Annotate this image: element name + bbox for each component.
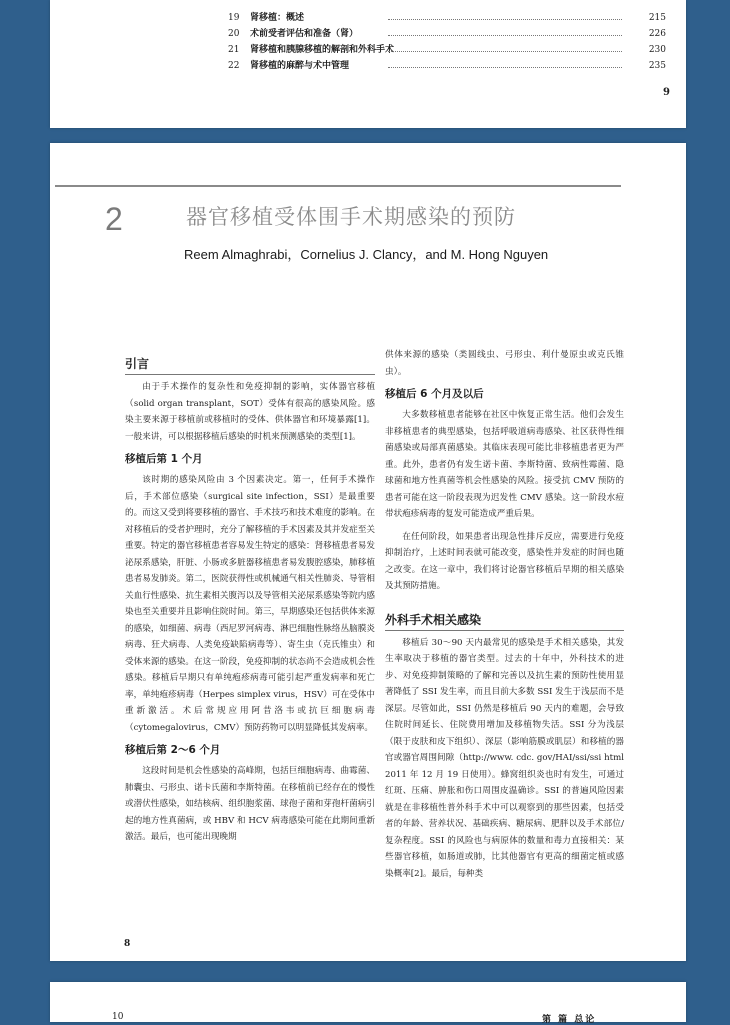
leader-dots <box>388 19 622 20</box>
page-number: 10 <box>112 1012 124 1022</box>
paragraph: 移植后 30～90 天内最常见的感染是手术相关感染，其发生率取决于移植的器官类型。过去的十年中，外科技术的进步、对免疫抑制策略的了解和完善以及抗生素的预防性使用显著降低了 SSI 发生率，而且目前大多数 SSI 发生于浅层而不是深层。尽管如此，SSI 仍然是移植后 90 天内的难题，会导致住院时间延长、住院费用增加及移植物失活。SSI 分为浅层（限于皮肤和皮下组织）、深层（影响筋膜或肌层）和移植的器官或器官周围间隙（http://www. cdc. gov/HAI/ssi/ssi html 2011 年 12 月 19 日使用）。蜂窝组织炎也时有发生，可通过红斑、压痛、肿胀和伤口周围皮温确诊。SSI 的普遍风险因素就是在非移植性普外科手术中可以观察到的那些因素，包括受者的年龄、营养状况、基础疾病、糖尿病、肥胖以及手术部位/复杂程度。SSI 的风险也与病原体的数量和毒力直接相关：某些器官移植，如肠道或肺，比其他器官有更高的细菌定植或感染概率[2]。最后，每种类 <box>385 637 624 879</box>
paragraph: 由于手术操作的复杂性和免疫抑制的影响，实体器官移植（solid organ transplant，SOT）受体有很高的感染风险。感染主要来源于移植前或移植时的受体、供体器官和环境暴露[1]。一般来讲，可以根据移植后感染的时机来预测感染的类型[1]。 <box>125 382 375 442</box>
toc-title: 术前受者评估和准备（肾） <box>250 29 359 39</box>
subsection-heading: 移植后第 1 个月 <box>125 453 203 465</box>
chapter-authors: Reem Almaghrabi，Cornelius J. Clancy，and M. Hong Nguyen <box>184 247 549 262</box>
toc-row[interactable] <box>228 10 666 26</box>
toc-row[interactable] <box>228 26 666 42</box>
toc-row[interactable] <box>228 58 666 74</box>
right-column <box>385 347 624 882</box>
toc-number: 21 <box>228 45 240 55</box>
toc-title: 肾移植：概述 <box>250 13 305 23</box>
paragraph: 供体来源的感染（类圆线虫、弓形虫、利什曼原虫或克氏锥虫）。 <box>385 350 624 377</box>
leader-dots <box>388 51 622 52</box>
chapter-page <box>50 143 686 961</box>
toc-row[interactable] <box>228 42 666 58</box>
toc-number: 22 <box>228 61 240 71</box>
running-head: 第 篇 总论 <box>542 1015 597 1025</box>
leader-dots <box>388 35 622 36</box>
chapter-number: 2 <box>105 201 123 237</box>
paragraph: 该时期的感染风险由 3 个因素决定。第一，任何手术操作后，手术部位感染（surgical site infection，SSI）是最重要的。而这又受到将要移植的器官、手术技巧和技术难度的影响。在对移植后的受者护理时，充分了解移植的手术因素及其并发症至关重要。特定的器官移植患者容易发生特定的感染：肾移植患者易发泌尿系感染，肝脏、小肠或多脏器移植患者易发腹腔感染，肺移植患者易发肺炎。第二，医院获得性或机械通气相关性肺炎、导管相关血行性感染、抗生素相关腹泻以及导管相关泌尿系感染等院内感染也至关重要并且影响住院时间。第三，早期感染还包括供体来源的感染，如细菌、病毒（西尼罗河病毒、淋巴细胞性脉络丛脑膜炎病毒、狂犬病毒、人类免疫缺陷病毒等）、寄生虫（克氏锥虫）和受体来源的感染。在这一阶段，免疫抑制的状态尚不会造成机会性感染。移植后早期只有单纯疱疹病毒可能引起严重发病率和死亡率，单纯疱疹病毒（Herpes simplex virus，HSV）可在受体中重新激活。术后常规应用阿昔洛韦或抗巨细胞病毒（cytomegalovirus，CMV）预防药物可以明显降低其发病率。 <box>125 475 375 733</box>
page-number: 9 <box>663 87 670 98</box>
toc-page: 226 <box>648 29 666 39</box>
paragraph: 在任何阶段，如果患者出现急性排斥反应，需要进行免疫抑制治疗，上述时间表就可能改变，感染性并发症的时间也随之改变。在这一章中，我们将讨论器官移植后早期的相关感染及其预防措施。 <box>385 531 624 591</box>
subsection-heading: 移植后第 2～6 个月 <box>125 744 221 756</box>
chapter-title: 器官移植受体围手术期感染的预防 <box>186 205 516 229</box>
section-heading: 外科手术相关感染 <box>385 611 624 631</box>
section-heading: 引言 <box>125 355 375 375</box>
next-page <box>50 982 686 1025</box>
toc-number: 19 <box>228 13 240 23</box>
leader-dots <box>388 67 622 68</box>
subsection-heading: 移植后 6 个月及以后 <box>385 388 484 400</box>
toc-page: 230 <box>648 45 666 55</box>
paragraph: 大多数移植患者能够在社区中恢复正常生活。他们会发生非移植患者的典型感染，包括呼吸道病毒感染、社区获得性细菌感染或局部真菌感染。其临床表现可能比非移植患者更为严重。此外，患者仍有发生诺卡菌、李斯特菌、致病性霉菌、隐球菌和地方性真菌等机会性感染的风险。接受抗 CMV 预防的患者可能在这一阶段表现为迟发性 CMV 感染。这一阶段水痘带状疱疹病毒的复发可能造成严重后果。 <box>385 410 624 519</box>
toc-page: 235 <box>648 61 666 71</box>
page-number: 8 <box>124 939 131 949</box>
chapter-rule <box>55 185 621 187</box>
toc-number: 20 <box>228 29 240 39</box>
toc-title: 肾移植的麻醉与术中管理 <box>250 61 350 71</box>
left-column <box>125 355 375 846</box>
table-of-contents <box>228 10 666 74</box>
previous-page <box>50 0 686 128</box>
toc-page: 215 <box>648 13 666 23</box>
toc-title: 肾移植和胰腺移植的解剖和外科手术 <box>250 45 395 55</box>
paragraph: 这段时间是机会性感染的高峰期，包括巨细胞病毒、曲霉菌、肺囊虫、弓形虫、诺卡氏菌和李斯特菌。在移植前已经存在的慢性或潜伏性感染，如结核病、组织胞浆菌、球孢子菌和芽孢杆菌病引起的地方性真菌病，或 HBV 和 HCV 病毒感染可能在此期间重新激活。最后，也可能出现晚期 <box>125 766 375 842</box>
